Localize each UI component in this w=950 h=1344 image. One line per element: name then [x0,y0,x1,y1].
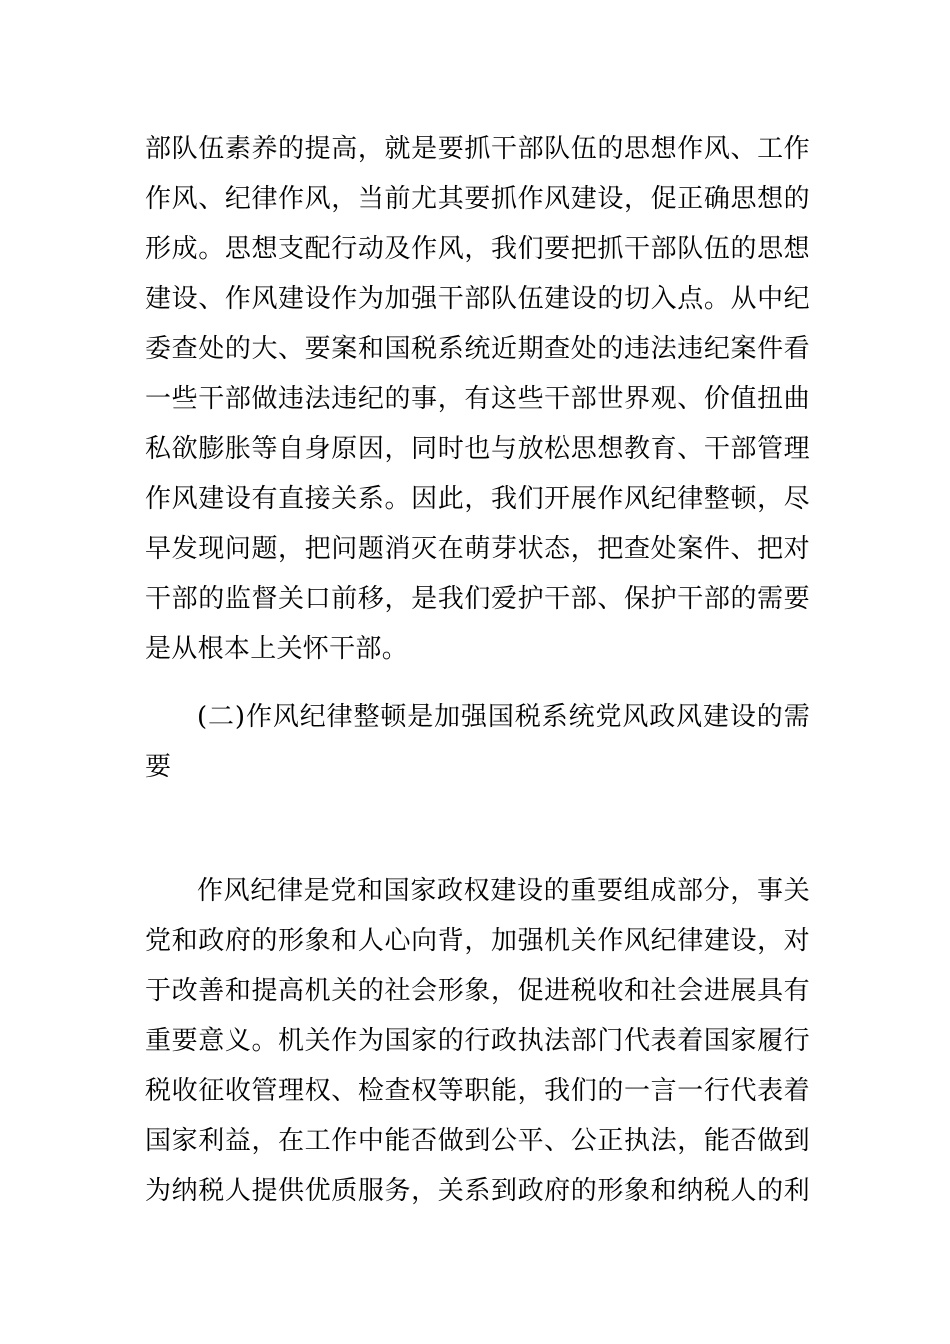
paragraph-2-line: 作风纪律是党和国家政权建设的重要组成部分，事关 [197,876,810,906]
paragraph-2-line: 重要意义。机关作为国家的行政执法部门代表着国家履行 [145,1026,810,1056]
paragraph-2-line: 国家利益，在工作中能否做到公平、公正执法，能否做到 [145,1126,810,1156]
paragraph-1-line: 部队伍素养的提高，就是要抓干部队伍的思想作风、工作 [145,134,810,164]
paragraph-2-line: 党和政府的形象和人心向背，加强机关作风纪律建设，对 [145,926,810,956]
paragraph-1-line: 作风、纪律作风，当前尤其要抓作风建设，促正确思想的 [145,184,810,214]
paragraph-2 [145,866,810,1216]
paragraph-1 [145,124,810,674]
paragraph-2-line: 为纳税人提供优质服务，关系到政府的形象和纳税人的利 [145,1176,810,1206]
paragraph-1-line: 是从根本上关怀干部。 [145,634,409,664]
paragraph-2-line: 于改善和提高机关的社会形象，促进税收和社会进展具有 [145,976,810,1006]
paragraph-1-line: 早发现问题，把问题消灭在萌芽状态，把查处案件、把对 [145,534,810,564]
paragraph-1-line: 一些干部做违法违纪的事，有这些干部世界观、价值扭曲 [145,384,810,414]
section-heading-line: 要 [145,752,172,782]
paragraph-1-line: 私欲膨胀等自身原因，同时也与放松思想教育、干部管理 [145,434,810,464]
section-heading-2 [145,692,810,792]
paragraph-1-line: 作风建设有直接关系。因此，我们开展作风纪律整顿，尽 [145,484,810,514]
paragraph-1-line: 委查处的大、要案和国税系统近期查处的违法违纪案件看 [145,334,810,364]
paragraph-2-line: 税收征收管理权、检查权等职能，我们的一言一行代表着 [145,1076,810,1106]
paragraph-1-line: 干部的监督关口前移，是我们爱护干部、保护干部的需要 [145,584,810,614]
paragraph-1-line: 形成。思想支配行动及作风，我们要把抓干部队伍的思想 [145,234,810,264]
section-heading-line: (二)作风纪律整顿是加强国税系统党风政风建设的需 [197,702,810,732]
paragraph-1-line: 建设、作风建设作为加强干部队伍建设的切入点。从中纪 [145,284,810,314]
